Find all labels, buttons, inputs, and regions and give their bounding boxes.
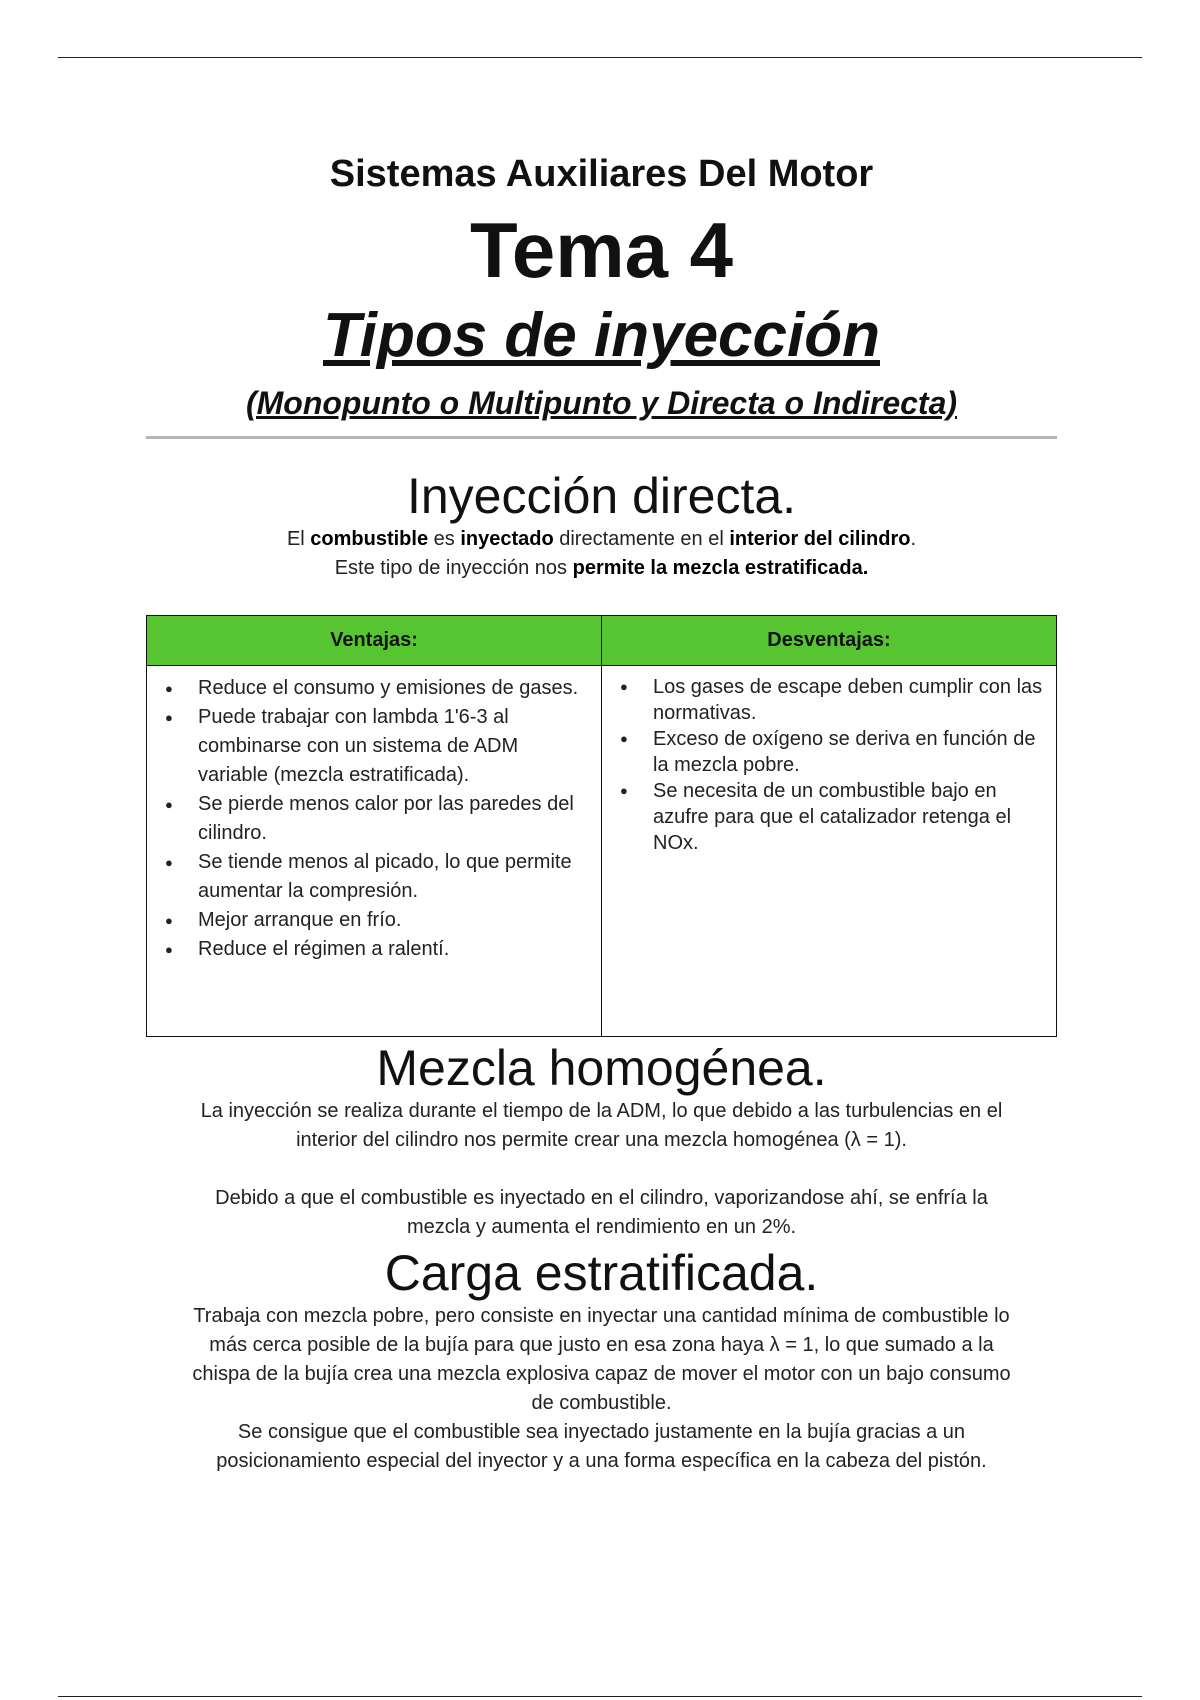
estratificada-line: Se consigue que el combustible sea inyectado justamente en la bujía gracias a un (237, 1421, 966, 1443)
text-run: es (428, 528, 461, 550)
paragraph-gap (146, 1155, 1057, 1184)
desventajas-header: Desventajas: (602, 616, 1057, 666)
bold-run: interior del cilindro (729, 528, 911, 550)
ventajas-cell (147, 666, 602, 1037)
table-header-row (147, 616, 1057, 666)
homogenea-p2-line-2: mezcla y aumenta el rendimiento en un 2%. (406, 1216, 797, 1238)
title-separator (146, 436, 1057, 439)
homogenea-p2-line-1: Debido a que el combustible es inyectado en el cilindro, vaporizandose ahí, se enfría la (215, 1187, 988, 1209)
list-item: ● Los gases de escape deben cumplir con las normativas. (620, 674, 1044, 726)
list-item: ● Exceso de oxígeno se deriva en función de la mezcla pobre. (620, 726, 1044, 778)
topic-subtitle: (Monopunto o Multipunto y Directa o Indirecta) (245, 385, 958, 421)
list-item: ● Mejor arranque en frío. (165, 906, 589, 935)
desventajas-cell (602, 666, 1057, 1037)
bottom-rule (58, 1696, 1142, 1697)
text-run: . (910, 528, 917, 550)
text-run: Este tipo de inyección nos (334, 557, 573, 579)
list-item: ● Reduce el régimen a ralentí. (165, 935, 589, 964)
section-title-homogenea: Mezcla homogénea. (376, 1040, 827, 1096)
estratificada-line: posicionamiento especial del inyector y a una forma específica en la cabeza del pistón. (216, 1450, 987, 1472)
list-item: ● Se pierde menos calor por las paredes del cilindro. (165, 790, 589, 848)
text-run: El (286, 528, 311, 550)
homogenea-p1-line-2: interior del cilindro nos permite crear una mezcla homogénea (λ = 1). (296, 1129, 907, 1151)
desventajas-list (602, 674, 1056, 856)
section-title-estratificada: Carga estratificada. (384, 1245, 819, 1301)
topic-title: Tipos de inyección (322, 301, 880, 370)
bold-run: combustible (310, 528, 429, 550)
list-item: ● Reduce el consumo y emisiones de gases. (165, 674, 589, 703)
table-row (147, 666, 1057, 1037)
directa-line-2 (146, 554, 1057, 583)
list-item: ● Se tiende menos al picado, lo que permite aumentar la compresión. (165, 848, 589, 906)
homogenea-p1-line-1: La inyección se realiza durante el tiempo de la ADM, lo que debido a las turbulencias en el (200, 1100, 1003, 1122)
estratificada-line: chispa de la bujía crea una mezcla explosiva capaz de mover el motor con un bajo consumo (192, 1363, 1011, 1385)
directa-line-1 (146, 525, 1057, 554)
text-run: directamente en el (553, 528, 730, 550)
list-item: ● Se necesita de un combustible bajo en azufre para que el catalizador retenga el NOx. (620, 778, 1044, 856)
list-item: ● Puede trabajar con lambda 1'6-3 al combinarse con un sistema de ADM variable (mezcla estratificada). (165, 703, 589, 790)
ventajas-list (147, 674, 601, 964)
document-page (146, 140, 1057, 1476)
unit-title: Tema 4 (469, 206, 734, 294)
course-title: Sistemas Auxiliares Del Motor (329, 153, 874, 195)
estratificada-line: Trabaja con mezcla pobre, pero consiste en inyectar una cantidad mínima de combustible lo (193, 1305, 1010, 1327)
estratificada-line: de combustible. (531, 1392, 672, 1414)
estratificada-line: más cerca posible de la bujía para que justo en esa zona haya λ = 1, lo que sumado a la (209, 1334, 994, 1356)
ventajas-header: Ventajas: (147, 616, 602, 666)
bold-run: permite la mezcla estratificada. (572, 557, 869, 579)
pros-cons-table (146, 615, 1057, 1037)
bold-run: inyectado (460, 528, 554, 550)
section-title-directa: Inyección directa. (406, 468, 797, 524)
top-rule (58, 57, 1142, 58)
